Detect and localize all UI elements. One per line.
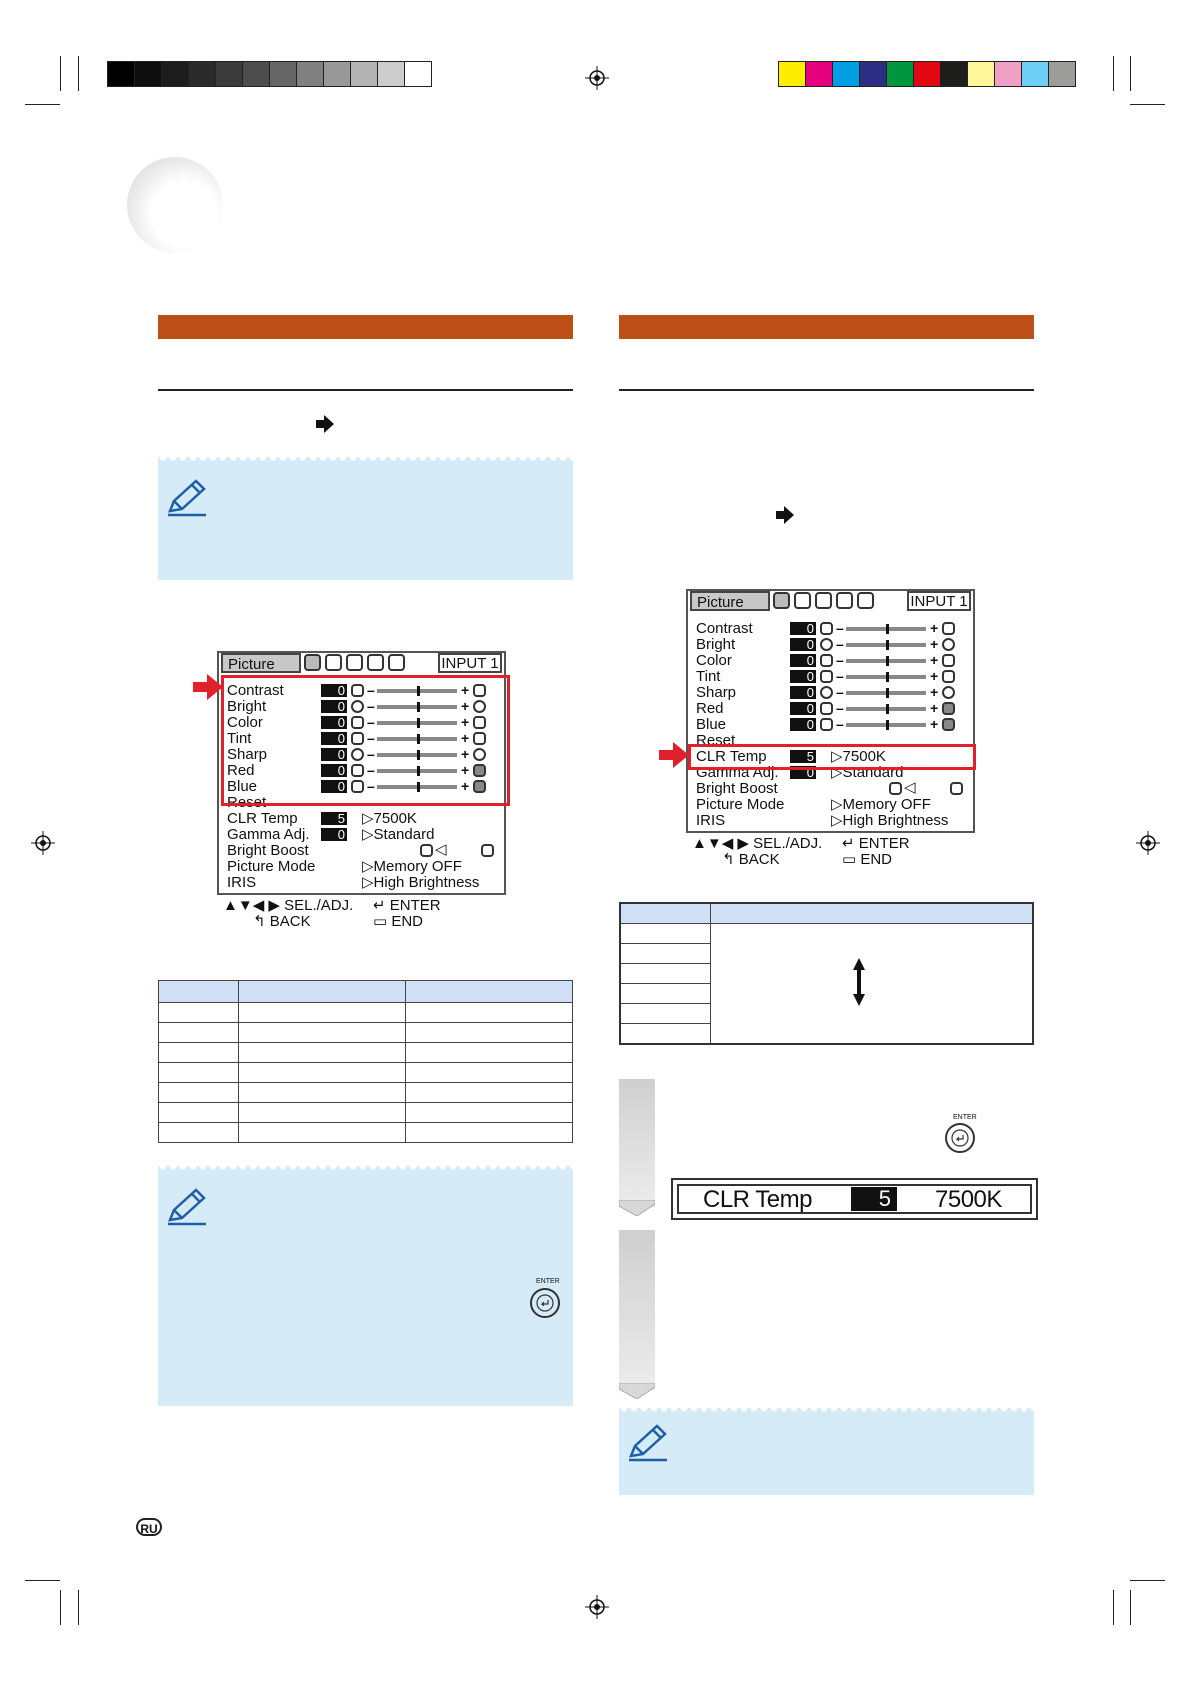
iris-option[interactable]: ▷High Brightness — [831, 812, 949, 829]
crop-mark — [78, 56, 79, 91]
plus-sign: + — [461, 746, 470, 762]
highlight-box-adjustments — [221, 675, 510, 806]
picture-mode-option[interactable]: ▷Memory OFF — [831, 796, 931, 813]
blue-value: 0 — [321, 780, 347, 793]
bright-slider[interactable] — [846, 643, 926, 647]
enter-text: ENTER — [858, 835, 910, 852]
crop-mark — [60, 56, 61, 91]
registration-mark-icon — [585, 1595, 609, 1619]
bright-value: 0 — [321, 700, 347, 713]
gamma-value: 0 — [321, 828, 347, 841]
menu-item-bright[interactable]: Bright — [696, 636, 736, 653]
color-value: 0 — [321, 716, 347, 729]
language-badge: RU — [136, 1518, 162, 1536]
menu-item-sharp[interactable]: Sharp — [227, 746, 268, 763]
crop-mark — [78, 1590, 79, 1625]
menu-item-bright[interactable]: Bright — [227, 698, 267, 715]
crop-mark — [1113, 56, 1114, 91]
sync-tab-icon[interactable] — [325, 654, 342, 671]
step-panel-1 — [619, 1079, 655, 1207]
tint-value: 0 — [790, 670, 816, 683]
registration-mark-icon — [31, 831, 55, 855]
bright-boost-icon — [420, 844, 433, 857]
plus-sign: + — [461, 714, 470, 730]
tint-slider[interactable] — [846, 675, 926, 679]
red-pointer-arrow-icon — [659, 742, 689, 768]
color-slider[interactable] — [846, 659, 926, 663]
color-value: 0 — [790, 654, 816, 667]
section-rule-right — [619, 389, 1034, 391]
right-arrow-icon — [774, 506, 796, 524]
options-tab-icon[interactable] — [815, 592, 832, 609]
back-hint: ↰ BACK — [722, 851, 780, 868]
clr-temp-display-value: 5 — [851, 1187, 897, 1211]
plus-sign: + — [930, 700, 939, 716]
menu-item-tint[interactable]: Tint — [227, 730, 252, 747]
up-down-arrow-icon — [852, 958, 866, 1006]
clr-temp-table — [619, 902, 1034, 1045]
clr-temp-display-option: 7500K — [935, 1186, 1002, 1213]
contrast-low-icon — [820, 622, 833, 635]
display-tab-icon[interactable] — [857, 592, 874, 609]
clr-temp-option[interactable]: ▷7500K — [362, 810, 417, 827]
contrast-value: 0 — [790, 622, 816, 635]
registration-mark-icon — [1136, 831, 1160, 855]
clr-temp-option[interactable]: ▷7500K — [831, 748, 886, 765]
iris-option[interactable]: ▷High Brightness — [362, 874, 480, 891]
display-tab-icon[interactable] — [388, 654, 405, 671]
color-calibration-bar — [778, 61, 1076, 87]
crop-mark — [60, 1590, 61, 1625]
chapter-circle — [127, 157, 223, 253]
bright-boost-selected-icon[interactable] — [950, 782, 963, 795]
sel-adj-hint: ▲▼◀ ▶ SEL./ADJ. — [223, 897, 354, 914]
menu-item-reset[interactable]: Reset — [696, 732, 736, 749]
bright-low-icon — [820, 638, 833, 651]
speaker-icon: ◁ — [435, 841, 447, 858]
blue-low-icon — [820, 718, 833, 731]
sel-adj-hint: ▲▼◀ ▶ SEL./ADJ. — [692, 835, 823, 852]
sharp-low-icon — [820, 686, 833, 699]
sel-adj-text: SEL./ADJ. — [284, 897, 354, 914]
menu-tab-icons[interactable] — [773, 592, 874, 609]
minus-sign: – — [367, 682, 375, 698]
minus-sign: – — [367, 698, 375, 714]
plus-sign: + — [930, 652, 939, 668]
minus-sign: – — [836, 700, 844, 716]
crop-mark — [25, 104, 60, 105]
tint-low-icon — [820, 670, 833, 683]
bright-high-icon — [942, 638, 955, 651]
note-box-bottom-right — [619, 1408, 1034, 1495]
contrast-high-icon — [942, 622, 955, 635]
bright-boost-icon — [889, 782, 902, 795]
adjustment-table — [158, 980, 573, 1143]
menu-item-red[interactable]: Red — [696, 700, 724, 717]
enter-text: ENTER — [389, 897, 441, 914]
menu-tab-icons[interactable] — [304, 654, 405, 671]
clr-temp-value: 5 — [790, 750, 816, 763]
contrast-slider[interactable] — [846, 627, 926, 631]
minus-sign: – — [367, 714, 375, 730]
back-text: BACK — [738, 851, 780, 868]
menu-item-tint[interactable]: Tint — [696, 668, 721, 685]
clr-temp-display-label: CLR Temp — [703, 1186, 812, 1213]
menu-item-sharp[interactable]: Sharp — [696, 684, 737, 701]
iris-option-text: High Brightness — [373, 874, 480, 891]
crop-mark — [25, 1580, 60, 1581]
minus-sign: – — [836, 620, 844, 636]
osd-picture-menu-right — [686, 589, 975, 871]
sharp-value: 0 — [321, 748, 347, 761]
enter-button-label: ENTER — [536, 1278, 560, 1285]
menu-item-iris[interactable]: IRIS — [696, 812, 726, 829]
back-hint: ↰ BACK — [253, 913, 311, 930]
enter-hint: ↵ ENTER — [842, 835, 910, 852]
plus-sign: + — [461, 762, 470, 778]
clr-temp-display — [671, 1178, 1038, 1220]
bright-value: 0 — [790, 638, 816, 651]
gamma-value: 0 — [790, 766, 816, 779]
picture-tab[interactable]: Picture — [221, 653, 301, 673]
menu-item-color[interactable]: Color — [696, 652, 732, 669]
minus-sign: – — [367, 778, 375, 794]
tint-value: 0 — [321, 732, 347, 745]
contrast-value: 0 — [321, 684, 347, 697]
color-low-icon — [820, 654, 833, 667]
language-tab-icon[interactable] — [836, 592, 853, 609]
registration-mark-icon — [585, 66, 609, 90]
picture-tab-icon[interactable] — [304, 654, 321, 671]
sharp-slider[interactable] — [846, 691, 926, 695]
red-low-icon — [820, 702, 833, 715]
plus-sign: + — [930, 716, 939, 732]
end-hint: ▭ END — [842, 851, 893, 868]
iris-option-text: High Brightness — [842, 812, 949, 829]
options-tab-icon[interactable] — [346, 654, 363, 671]
red-value: 0 — [321, 764, 347, 777]
bright-boost-selected-icon[interactable] — [481, 844, 494, 857]
minus-sign: – — [836, 684, 844, 700]
picture-mode-option-text: Memory OFF — [842, 796, 931, 813]
pencil-note-icon — [627, 1422, 671, 1462]
gamma-option[interactable]: ▷Standard — [831, 764, 904, 781]
crop-mark — [1130, 1580, 1165, 1581]
blue-value: 0 — [790, 718, 816, 731]
input-tab: INPUT 1 — [907, 591, 971, 611]
sel-adj-text: SEL./ADJ. — [753, 835, 823, 852]
enter-button-label: ENTER — [953, 1114, 977, 1121]
step-panel-1-tail — [619, 1200, 655, 1216]
pencil-note-icon — [166, 1186, 210, 1226]
tint-high-icon — [942, 670, 955, 683]
gamma-option[interactable]: ▷Standard — [362, 826, 435, 843]
crop-mark — [1130, 104, 1165, 105]
menu-item-contrast[interactable]: Contrast — [696, 620, 753, 637]
crop-mark — [1113, 1590, 1114, 1625]
section-bar-right — [619, 315, 1034, 339]
picture-tab-icon[interactable] — [773, 592, 790, 609]
minus-sign: – — [367, 762, 375, 778]
note-box-top-left — [158, 457, 573, 580]
gamma-option-text: Standard — [842, 764, 904, 781]
menu-item-contrast[interactable]: Contrast — [227, 682, 284, 699]
minus-sign: – — [836, 652, 844, 668]
plus-sign: + — [461, 698, 470, 714]
gamma-option-text: Standard — [373, 826, 435, 843]
right-arrow-icon — [314, 415, 336, 433]
menu-item-blue[interactable]: Blue — [227, 778, 258, 795]
sharp-value: 0 — [790, 686, 816, 699]
highlight-box-clr-temp — [688, 744, 976, 770]
menu-item-color[interactable]: Color — [227, 714, 263, 731]
menu-item-blue[interactable]: Blue — [696, 716, 727, 733]
clr-temp-value: 5 — [321, 812, 347, 825]
picture-tab[interactable]: Picture — [690, 591, 770, 611]
end-hint: ▭ END — [373, 913, 424, 930]
grayscale-calibration-bar — [107, 61, 432, 87]
crop-mark — [1130, 1590, 1131, 1625]
red-value: 0 — [790, 702, 816, 715]
minus-sign: – — [836, 668, 844, 684]
step-panel-2-tail — [619, 1383, 655, 1399]
minus-sign: – — [836, 716, 844, 732]
step-panel-2 — [619, 1230, 655, 1390]
blue-slider[interactable] — [846, 723, 926, 727]
plus-sign: + — [461, 778, 470, 794]
plus-sign: + — [930, 684, 939, 700]
menu-item-iris[interactable]: IRIS — [227, 874, 257, 891]
plus-sign: + — [930, 620, 939, 636]
section-rule-left — [158, 389, 573, 391]
color-high-icon — [942, 654, 955, 667]
note-box-bottom-left — [158, 1166, 573, 1406]
clr-temp-option-text: 7500K — [842, 748, 886, 765]
menu-item-picture-mode[interactable]: Picture Mode — [227, 858, 316, 875]
plus-sign: + — [461, 682, 470, 698]
menu-item-reset[interactable]: Reset — [227, 794, 267, 811]
blue-high-icon — [942, 718, 955, 731]
crop-mark — [1130, 56, 1131, 91]
end-text: END — [860, 851, 893, 868]
section-bar-left — [158, 315, 573, 339]
menu-item-clr-temp[interactable]: CLR Temp — [227, 810, 298, 827]
red-high-icon — [942, 702, 955, 715]
sync-tab-icon[interactable] — [794, 592, 811, 609]
speaker-icon: ◁ — [904, 779, 916, 796]
minus-sign: – — [367, 746, 375, 762]
menu-item-clr-temp[interactable]: CLR Temp — [696, 748, 767, 765]
language-tab-icon[interactable] — [367, 654, 384, 671]
plus-sign: + — [461, 730, 470, 746]
picture-mode-option-text: Memory OFF — [373, 858, 462, 875]
sharp-high-icon — [942, 686, 955, 699]
enter-button-icon — [945, 1123, 975, 1153]
plus-sign: + — [930, 636, 939, 652]
back-text: BACK — [269, 913, 311, 930]
minus-sign: – — [836, 636, 844, 652]
clr-temp-option-text: 7500K — [373, 810, 417, 827]
enter-hint: ↵ ENTER — [373, 897, 441, 914]
plus-sign: + — [930, 668, 939, 684]
menu-item-bright-boost[interactable]: Bright Boost — [227, 842, 309, 859]
end-text: END — [391, 913, 424, 930]
red-slider[interactable] — [846, 707, 926, 711]
minus-sign: – — [367, 730, 375, 746]
enter-button-icon — [530, 1288, 560, 1318]
menu-item-red[interactable]: Red — [227, 762, 255, 779]
picture-mode-option[interactable]: ▷Memory OFF — [362, 858, 462, 875]
menu-item-gamma-adj[interactable]: Gamma Adj. — [696, 764, 779, 781]
pencil-note-icon — [166, 477, 210, 517]
menu-item-picture-mode[interactable]: Picture Mode — [696, 796, 785, 813]
menu-item-bright-boost[interactable]: Bright Boost — [696, 780, 778, 797]
red-pointer-arrow-icon — [193, 674, 223, 700]
input-tab: INPUT 1 — [438, 653, 502, 673]
menu-item-gamma-adj[interactable]: Gamma Adj. — [227, 826, 310, 843]
